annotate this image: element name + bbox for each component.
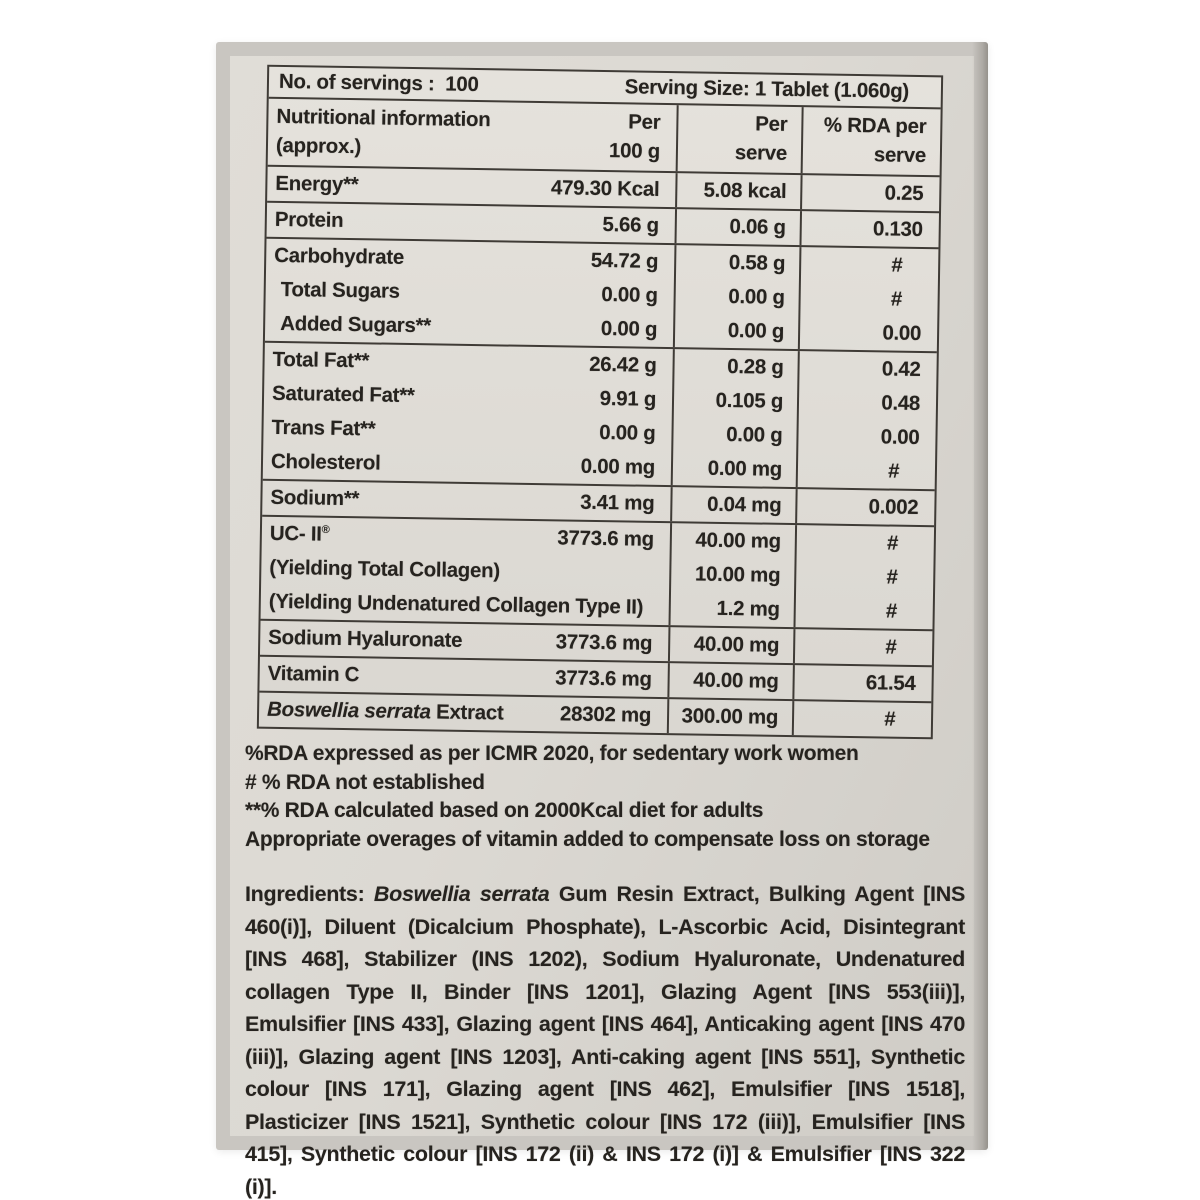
value-per-serve: 5.08 kcal	[703, 178, 787, 203]
value-per-100g: 26.42 g	[588, 352, 657, 377]
header-100g-label: 100 g	[608, 139, 661, 163]
value-per-100g: 3773.6 mg	[555, 666, 652, 691]
value-per-100g	[653, 557, 654, 591]
ingredient-species-italic: Boswellia serrata	[373, 882, 550, 906]
value-per-serve: 0.06 g	[729, 215, 786, 239]
value-per-serve: 0.58 g	[728, 251, 786, 275]
value-rda: 0.25	[884, 181, 924, 206]
value-rda: 0.00	[880, 425, 920, 450]
ingredients-label: Ingredients:	[245, 882, 374, 906]
value-rda: 0.130	[872, 217, 923, 242]
serving-size: Serving Size: 1 Tablet (1.060g)	[624, 75, 910, 103]
nutrition-label	[230, 56, 974, 1199]
nutrient-name: Vitamin C	[267, 661, 360, 687]
value-rda: #	[884, 635, 897, 659]
nutrient-name: Energy**	[275, 171, 359, 197]
value-per-100g: 9.91 g	[599, 386, 657, 411]
nutrient-name: Trans Fat**	[271, 415, 376, 441]
table-header	[268, 99, 941, 178]
value-per-100g: 3773.6 mg	[557, 526, 655, 551]
value-per-100g: 0.00 g	[601, 283, 658, 307]
value-rda: #	[885, 599, 897, 623]
nutrient-name: Added Sugars**	[280, 311, 432, 338]
servings-count: No. of servings : 100	[278, 69, 479, 97]
value-rda: #	[885, 565, 898, 589]
group-fat	[263, 343, 937, 492]
group-carbohydrate	[265, 239, 939, 354]
value-per-100g: 0.00 g	[599, 420, 656, 445]
value-rda: 0.42	[881, 357, 921, 382]
footnote-not-established: # % RDA not established	[245, 770, 485, 794]
value-rda: 0.48	[881, 391, 921, 416]
value-per-serve: 0.00 g	[727, 319, 785, 343]
nutrient-name: Cholesterol	[270, 449, 381, 475]
nutrient-name: (Yielding Total Collagen)	[269, 555, 501, 583]
ingredients-paragraph	[245, 878, 965, 1200]
value-rda: #	[890, 287, 902, 311]
header-title-line2: (approx.)	[275, 133, 362, 159]
value-rda: 0.002	[868, 495, 919, 520]
value-per-100g: 5.66 g	[602, 213, 659, 237]
nutrient-name: Boswellia serrata Extract	[266, 697, 504, 725]
header-per-serve: Per serve	[676, 105, 802, 173]
footnote-overages: Appropriate overages of vitamin added to compensate loss on storage	[245, 827, 930, 851]
value-per-100g: 3.41 mg	[579, 490, 655, 515]
value-rda: #	[883, 707, 896, 731]
value-per-serve: 40.00 mg	[693, 632, 780, 657]
nutrient-name: (Yielding Undenatured Collagen Type II)	[268, 589, 644, 619]
nutrient-name: Sodium**	[270, 485, 360, 511]
value-per-serve: 0.28 g	[727, 354, 784, 379]
value-per-100g: 3773.6 mg	[555, 630, 653, 655]
value-per-serve: 0.00 g	[725, 422, 783, 447]
header-rda-per-serve: % RDA per serve	[801, 107, 941, 175]
rda-footnotes	[245, 740, 961, 854]
nutrition-table	[257, 65, 943, 740]
group-uc2-collagen	[261, 517, 935, 632]
nutrient-name: Sodium Hyaluronate	[268, 625, 463, 652]
value-per-serve: 0.105 g	[715, 388, 784, 413]
value-per-100g: 54.72 g	[590, 248, 659, 273]
value-per-serve: 10.00 mg	[694, 562, 781, 587]
value-per-serve: 1.2 mg	[716, 596, 780, 621]
header-nutritional-information	[268, 99, 677, 171]
value-rda: 0.00	[882, 321, 922, 346]
value-per-serve: 40.00 mg	[695, 528, 782, 553]
value-per-100g: 28302 mg	[559, 702, 652, 727]
supplement-package	[216, 42, 988, 1199]
registered-trademark-symbol: ®	[321, 523, 330, 536]
value-per-100g: 0.00 mg	[580, 454, 656, 479]
nutrient-name: Total Sugars	[280, 277, 400, 303]
value-rda: #	[890, 253, 903, 277]
value-per-serve: 0.00 mg	[707, 456, 783, 481]
nutrient-name: Saturated Fat**	[271, 381, 415, 408]
header-per-label: Per	[628, 110, 661, 134]
nutrient-name: Protein	[274, 207, 344, 232]
ingredients-text: Gum Resin Extract, Bulking Agent [INS 460(i)], Diluent (Dicalcium Phosphate), L-Ascorbic Acid, Disintegrant [INS 468], Stabilizer (INS 1202), Sodium Hyaluronate, Undenatured collagen Type II, Binder [INS 1201], Glazing Agent [INS 553(iii)], Emulsifier [INS 433], Glazing agent [INS 464], Anticaking agent [INS 470 (iii)], Glazing agent [INS 1203], Anti-caking agent [INS 551], Synthetic colour [INS 171], Glazing agent [INS 462], Emulsifier [INS 1518], Plasticizer [INS 1521], Synthetic colour [INS 172 (iii)], Emulsifier [INS 415], Synthetic colour [INS 172 (ii) & INS 172 (i)] & Emulsifier [INS 322 (i)].	[245, 882, 965, 1199]
value-per-serve: 0.04 mg	[706, 492, 782, 517]
value-rda: #	[886, 531, 898, 555]
value-per-100g: 0.00 g	[600, 317, 658, 341]
nutrient-name: UC- II®	[269, 521, 330, 546]
nutrient-name: Total Fat**	[272, 347, 370, 373]
value-per-serve: 300.00 mg	[681, 704, 779, 729]
value-per-100g: 479.30 Kcal	[550, 176, 660, 201]
footnote-2000kcal: **% RDA calculated based on 2000Kcal diet for adults	[245, 799, 764, 822]
value-per-100g	[653, 591, 654, 625]
value-per-serve: 40.00 mg	[693, 668, 779, 693]
header-title-line1: Nutritional information	[276, 104, 491, 132]
value-per-serve: 0.00 g	[728, 285, 785, 309]
footnote-icmr: %RDA expressed as per ICMR 2020, for sedentary work women	[245, 742, 859, 765]
nutrient-name: Carbohydrate	[274, 243, 405, 269]
value-rda: 61.54	[865, 671, 916, 695]
species-name-italic: Boswellia serrata	[266, 697, 431, 724]
value-rda: #	[887, 459, 900, 483]
